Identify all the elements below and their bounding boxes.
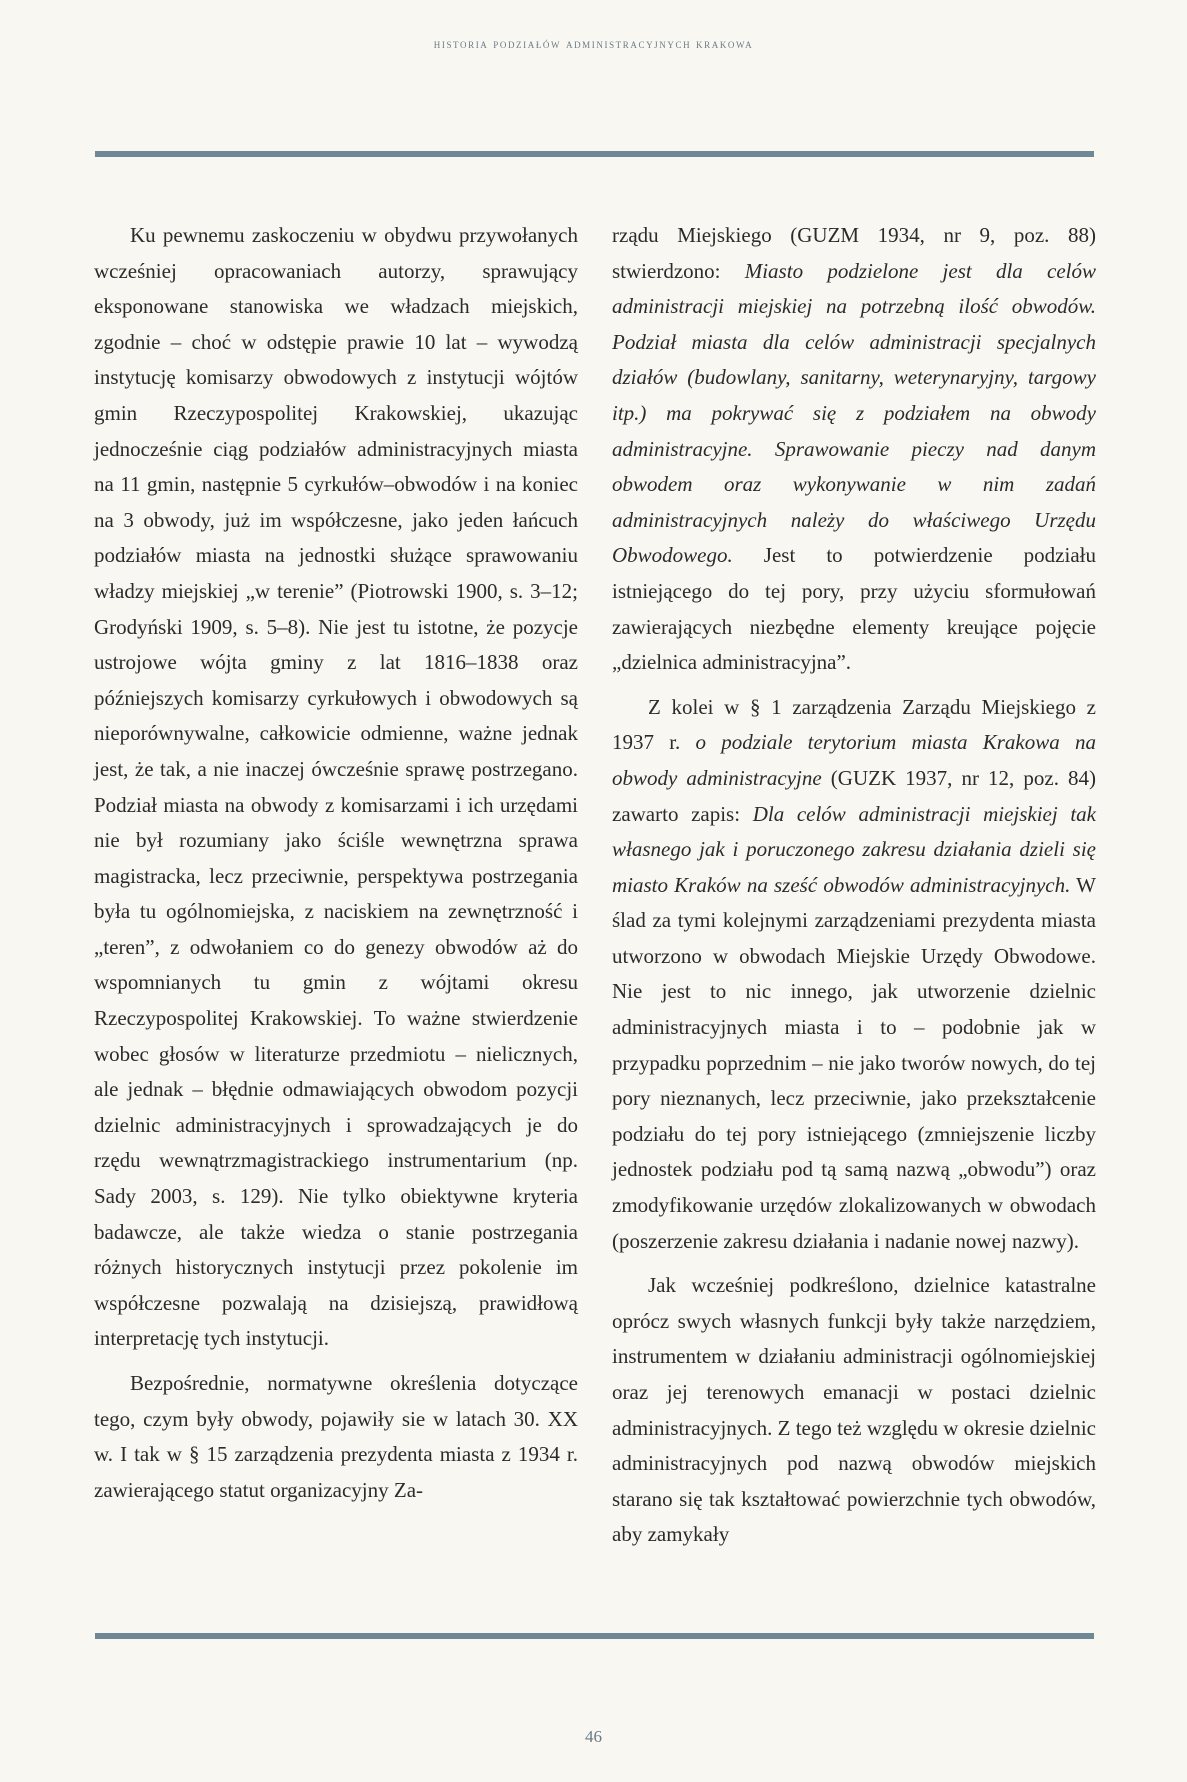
top-rule <box>95 151 1094 157</box>
text-run: Jest to potwierdzenie podziału istniejącego do tej pory, przy użyciu sformułowań zawierających niezbędne elementy kreujące pojęcie „dzielnica administracyjna”. <box>612 543 1096 675</box>
right-paragraph-3: Jak wcześniej podkreślono, dzielnice katastralne oprócz swych własnych funkcji były także narzędziem, instrumentem w działaniu administracji ogólnomiejskiej oraz jej terenowych emanacji w postaci dzielnic administracyjnych. Z tego też względu w okresie dzielnic administracyjnych pod nazwą obwodów miejskich starano się tak kształtować powierzchnie tych obwodów, aby zamykały <box>612 1273 1096 1547</box>
left-column <box>94 218 578 1508</box>
italic-title: o podziale terytorium miasta Krakowa na obwody administracyjne <box>612 730 1096 790</box>
italic-quote: Miasto podzielone jest dla celów administracji miejskiej na potrzebną ilość obwodów. Podział miasta dla celów administracji specjalnych działów (budowlany, sanitarny, weterynaryjny, targowy itp.) ma pokrywać się z podziałem na obwody administracyjne. Sprawowanie pieczy nad danym obwodem oraz wykonywanie w nim zadań administracyjnych należy do właściwego Urzędu Obwodowego. <box>612 258 1097 568</box>
right-column <box>612 218 1096 1553</box>
text-run: (GUZK 1937, nr 12, poz. 84) zawarto zapis: <box>612 765 1097 826</box>
running-header: historia podziałów administracyjnych krakowa <box>433 36 754 51</box>
right-paragraph-1 <box>612 218 1096 681</box>
italic-quote: Dla celów administracji miejskiej tak własnego jak i poruczonego zakresu działania dzieli się miasto Kraków na sześć obwodów administracyjnych. <box>612 801 1096 897</box>
text-run: Z kolei w § 1 zarządzenia Zarządu Miejskiego z 1937 r. <box>612 694 1096 755</box>
left-paragraph-2: Bezpośrednie, normatywne określenia dotyczące tego, czym były obwody, pojawiły sie w latach 30. XX w. I tak w § 15 zarządzenia prezydenta miasta z 1934 r. zawierającego statut organizacyjny Za- <box>94 1371 578 1502</box>
right-paragraph-2 <box>612 690 1096 1260</box>
page-number: 46 <box>585 1727 602 1746</box>
text-run: W ślad za tymi kolejnymi zarządzeniami prezydenta miasta utworzono w obwodach Miejskie Urzędy Obwodowe. Nie jest to nic innego, jak utworzenie dzielnic administracyjnych miasta i to – podobnie jak w przypadku poprzednim – nie jako tworów nowych, do tej pory nieznanych, lecz przeciwnie, jako przekształcenie podziału do tej pory istniejącego (zmniejszenie liczby jednostek podziału pod tą samą nazwą „obwodu”) oraz zmodyfikowanie urzędów zlokalizowanych w obwodach (poszerzenie zakresu działania i nadanie nowej nazwy). <box>612 872 1096 1253</box>
text-run: rządu Miejskiego (GUZM 1934, nr 9, poz. 88) stwierdzono: <box>612 223 1096 283</box>
bottom-rule <box>95 1633 1094 1639</box>
left-paragraph-1: Ku pewnemu zaskoczeniu w obydwu przywołanych wcześniej opracowaniach autorzy, sprawujący eksponowane stanowiska we władzach miejskich, zgodnie – choć w odstępie prawie 10 lat – wywodzą instytucję komisarzy obwodowych z instytucji wójtów gmin Rzeczypospolitej Krakowskiej, ukazując jednocześnie ciąg podziałów administracyjnych miasta na 11 gmin, następnie 5 cyrkułów–obwodów i na koniec na 3 obwody, już im współczesne, jako jeden łańcuch podziałów miasta na jednostki służące sprawowaniu władzy miejskiej „w terenie” (Piotrowski 1900, s. 3–12; Grodyński 1909, s. 5–8). Nie jest tu istotne, że pozycje ustrojowe wójta gminy z lat 1816–1838 oraz późniejszych komisarzy cyrkułowych i obwodowych są nieporównywalne, całkowicie odmienne, ważne jednak jest, że tak, a nie inaczej ówcześnie sprawę postrzegano. Podział miasta na obwody z komisarzami i ich urzędami nie był rozumiany jako ściśle wewnętrzna sprawa magistracka, lecz przeciwnie, perspektywa postrzegania była tu ogólnomiejska, z naciskiem na zewnętrzność i „teren”, z odwołaniem co do genezy obwodów aż do wspomnianych tu gmin z wójtami okresu Rzeczypospolitej Krakowskiej. To ważne stwierdzenie wobec głosów w literaturze przedmiotu – nielicznych, ale jednak – błędnie odmawiających obwodom pozycji dzielnic administracyjnych i sprowadzających je do rzędu wewnątrzmagistrackiego instrumentarium (np. Sady 2003, s. 129). Nie tylko obiektywne kryteria badawcze, ale także wiedza o stanie postrzegania różnych historycznych instytucji przez pokolenie im współczesne pozwalają na dzisiejszą, prawidłową interpretację tych instytucji. <box>94 223 578 1351</box>
